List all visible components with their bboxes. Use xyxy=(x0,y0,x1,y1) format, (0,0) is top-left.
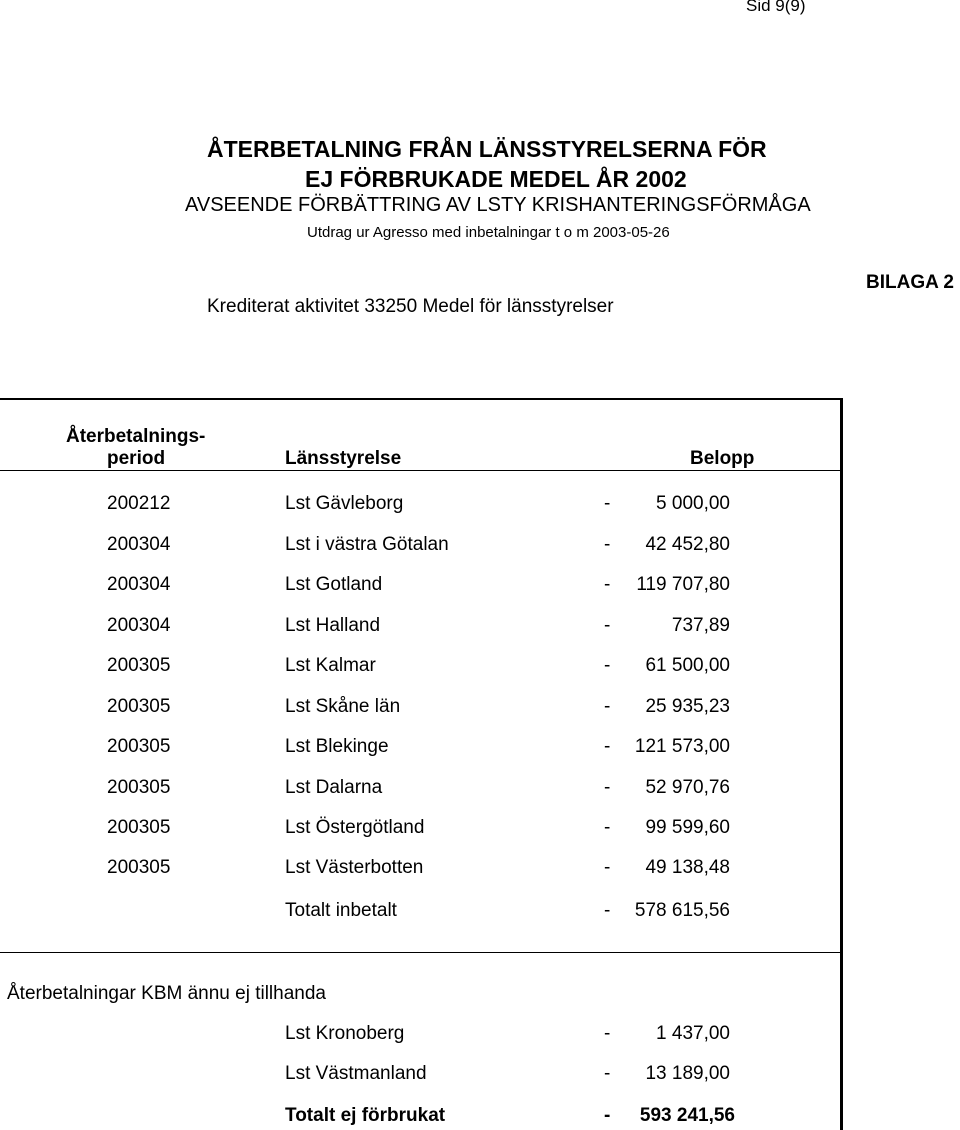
row-dash: - xyxy=(604,574,611,595)
row-dash: - xyxy=(604,696,611,717)
header-amount: Belopp xyxy=(690,448,755,469)
row-county: Lst Gotland xyxy=(285,574,383,595)
table-header-rule xyxy=(0,470,843,471)
row-period: 200305 xyxy=(107,857,171,878)
header-period-line-1: Återbetalnings- xyxy=(66,426,206,447)
row-period: 200305 xyxy=(107,777,171,798)
total-paid-amount: 578 615,56 xyxy=(634,900,730,921)
row-county: Lst Östergötland xyxy=(285,817,425,838)
document-title-line-1: ÅTERBETALNING FRÅN LÄNSSTYRELSERNA FÖR xyxy=(207,136,767,162)
activity-line: Krediterat aktivitet 33250 Medel för länsstyrelser xyxy=(207,296,614,317)
table-right-border xyxy=(840,398,843,1130)
row-amount: 737,89 xyxy=(671,615,730,636)
row-period: 200305 xyxy=(107,696,171,717)
total-paid-label: Totalt inbetalt xyxy=(285,900,397,921)
row-dash: - xyxy=(604,655,611,676)
row-county: Lst Halland xyxy=(285,615,381,636)
page-number: Sid 9(9) xyxy=(746,0,806,15)
row-county: Lst Skåne län xyxy=(285,696,401,717)
row-dash: - xyxy=(604,857,611,878)
row-amount: 42 452,80 xyxy=(645,534,730,555)
row-period: 200305 xyxy=(107,817,171,838)
pending-county: Lst Västmanland xyxy=(285,1063,427,1084)
row-county: Lst Dalarna xyxy=(285,777,383,798)
row-amount: 61 500,00 xyxy=(645,655,730,676)
row-dash: - xyxy=(604,615,611,636)
pending-county: Lst Kronoberg xyxy=(285,1023,405,1044)
appendix-label: BILAGA 2 xyxy=(866,272,954,293)
row-period: 200212 xyxy=(107,493,171,514)
row-amount: 121 573,00 xyxy=(634,736,730,757)
source-note: Utdrag ur Agresso med inbetalningar t o m 2003-05-26 xyxy=(307,224,670,241)
row-county: Lst Blekinge xyxy=(285,736,389,757)
row-dash: - xyxy=(604,493,611,514)
total-unused-amount: 593 241,56 xyxy=(639,1105,735,1126)
row-amount: 119 707,80 xyxy=(636,574,730,595)
document-title-line-2: EJ FÖRBRUKADE MEDEL ÅR 2002 xyxy=(305,166,687,192)
row-county: Lst Gävleborg xyxy=(285,493,404,514)
row-period: 200304 xyxy=(107,534,171,555)
row-dash: - xyxy=(604,817,611,838)
total-unused-dash: - xyxy=(604,1105,611,1126)
row-amount: 5 000,00 xyxy=(656,493,730,514)
row-dash: - xyxy=(604,736,611,757)
row-dash: - xyxy=(604,534,611,555)
header-county: Länsstyrelse xyxy=(285,448,402,469)
row-amount: 49 138,48 xyxy=(645,857,730,878)
header-period-line-2: period xyxy=(107,448,166,469)
row-county: Lst Västerbotten xyxy=(285,857,424,878)
document-subtitle: AVSEENDE FÖRBÄTTRING AV LSTY KRISHANTERINGSFÖRMÅGA xyxy=(185,194,811,216)
row-period: 200304 xyxy=(107,615,171,636)
row-period: 200305 xyxy=(107,736,171,757)
table-top-border xyxy=(0,398,843,400)
row-county: Lst Kalmar xyxy=(285,655,376,676)
pending-heading: Återbetalningar KBM ännu ej tillhanda xyxy=(7,983,326,1004)
row-period: 200305 xyxy=(107,655,171,676)
row-county: Lst i västra Götalan xyxy=(285,534,449,555)
row-amount: 52 970,76 xyxy=(645,777,730,798)
row-amount: 99 599,60 xyxy=(645,817,730,838)
pending-amount: 13 189,00 xyxy=(645,1063,730,1084)
total-unused-label: Totalt ej förbrukat xyxy=(285,1105,446,1126)
row-dash: - xyxy=(604,777,611,798)
pending-dash: - xyxy=(604,1023,611,1044)
section-divider xyxy=(0,952,843,953)
pending-amount: 1 437,00 xyxy=(656,1023,730,1044)
row-amount: 25 935,23 xyxy=(645,696,730,717)
row-period: 200304 xyxy=(107,574,171,595)
pending-dash: - xyxy=(604,1063,611,1084)
total-paid-dash: - xyxy=(604,900,611,921)
